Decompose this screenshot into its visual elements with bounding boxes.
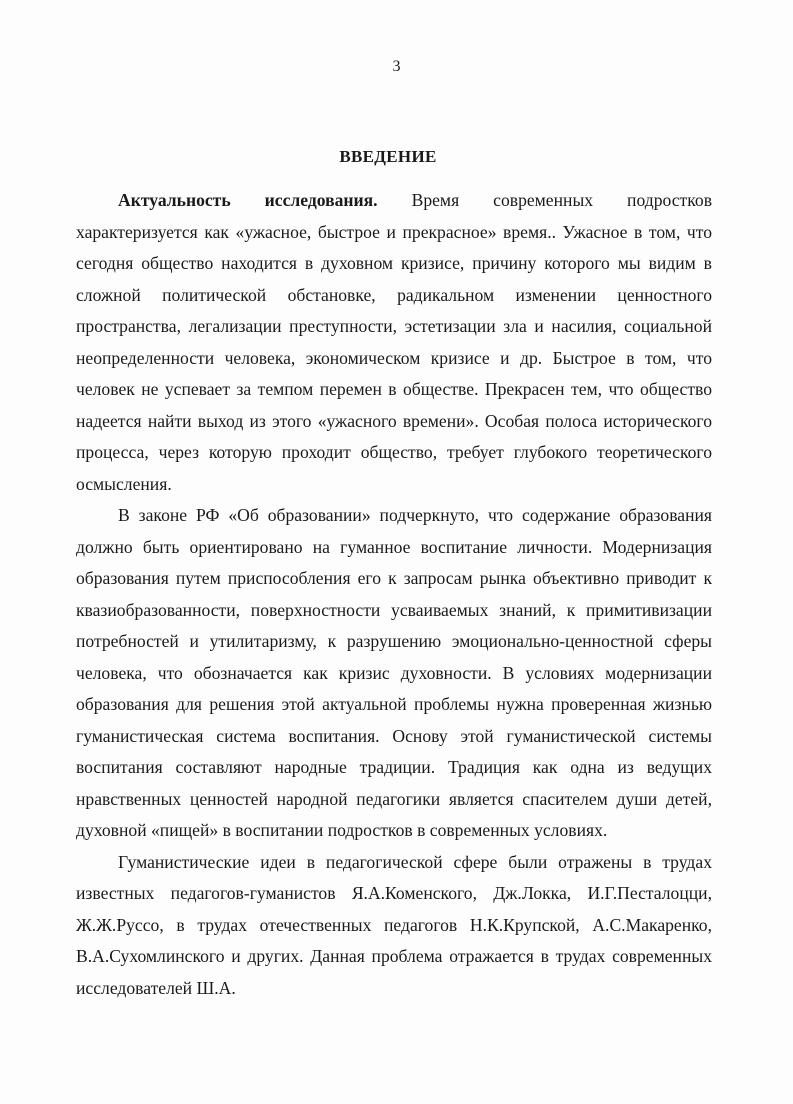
page-title: ВВЕДЕНИЕ [339,147,437,166]
paragraph-law: В законе РФ «Об образовании» подчеркнуто, что содержание образования должно быть ориентировано на гуманное воспитание личности. Модернизация образования путем приспособления его к запросам рынка объективно приводит к квазиобразованности, поверхностности усваиваемых знаний, к примитивизации потребностей и утилитаризму, к разрушению эмоционально-ценностной сферы человека, что обозначается как кризис духовности. В условиях модернизации образования для решения этой актуальной проблемы нужна проверенная жизнью гуманистическая система воспитания. Основу этой гуманистической системы воспитания составляют народные традиции. Традиция как одна из ведущих нравственных ценностей народной педагогики является спасителем души детей, духовной «пищей» в воспитании подростков в современных условиях. [76,505,712,840]
paragraph-humanism: Гуманистические идеи в педагогической сфере были отражены в трудах известных педагогов-гуманистов Я.А.Коменского, Дж.Локка, И.Г.Песталоцци, Ж.Ж.Руссо, в трудах отечественных педагогов Н.К.Крупской, А.С.Макаренко, В.А.Сухомлинского и других. Данная проблема отражается в трудах современных исследователей Ш.А. [76,851,712,998]
paragraph-lead: Актуальность исследования. [118,190,378,210]
page-number: 3 [392,58,401,75]
paragraph-relevance [76,185,712,500]
paragraph-text: Время современных подростков характеризуется как «ужасное, быстрое и прекрасное» время.. Ужасное в том, что сегодня общество находится в духовном кризисе, причину которого мы видим в сложной политической обстановке, радикальном изменении ценностного пространства, легализации преступности, эстетизации зла и насилия, социальной неопределенности человека, экономическом кризисе и др. Быстрое в том, что человек не успевает за темпом перемен в обществе. Прекрасен тем, что общество надеется найти выход из этого «ужасного времени». Особая полоса исторического процесса, через которую проходит общество, требует глубокого теоретического осмысления. [76,190,713,494]
body-text [76,185,712,1004]
